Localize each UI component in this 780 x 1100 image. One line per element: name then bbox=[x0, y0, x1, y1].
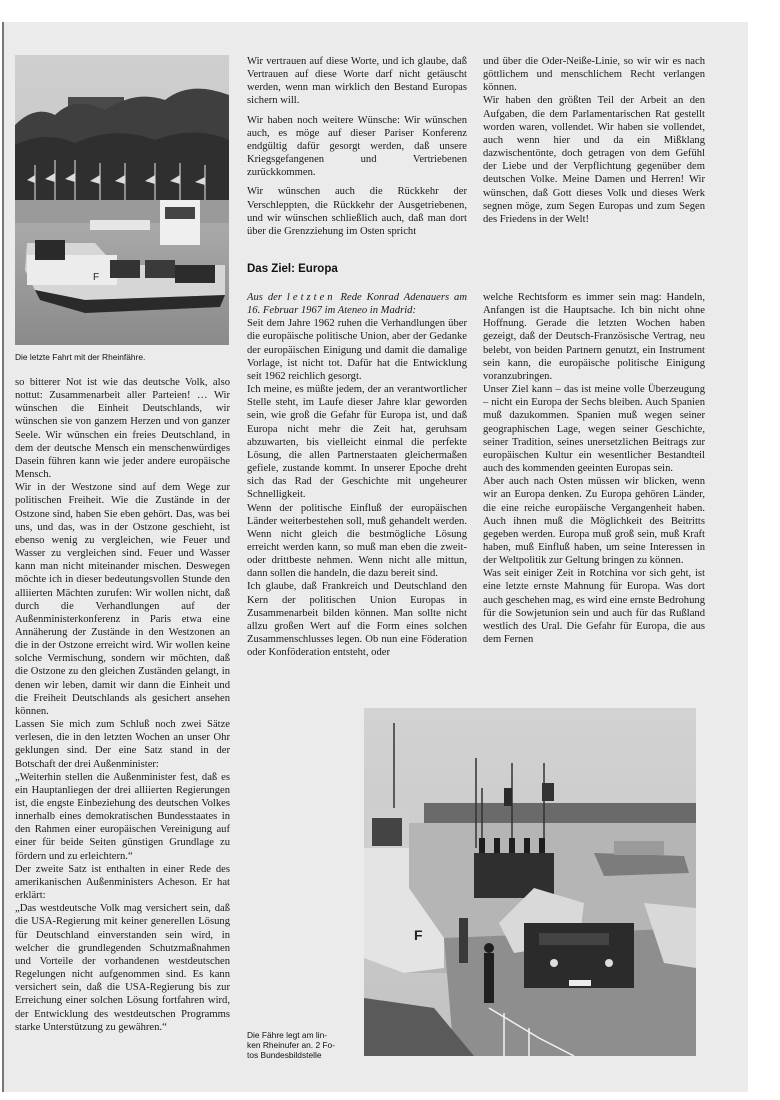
article-column-left bbox=[15, 376, 230, 1034]
paragraph: Ich meine, es müßte jedem, der an verantwortlicher Stelle steht, im Laufe dieser Jahre klar geworden sein, wie groß die Gefahr für Europa ist, und daß Europa nicht mehr die Zeit hat, geruhsam abzuwarten, bis vielleicht einmal die perfekte Lösung, die allen Partnerstaaten gleichermaßen gefiele, zustande kommt. In unserer Epoche dreht sich das Rad der Geschichte mit ungeheurer Schnelligkeit. bbox=[247, 384, 467, 501]
paragraph: Wir in der Westzone sind auf dem Wege zur politischen Freiheit. Wie die Zustände in der Ostzone sind, haben Sie eben gehört. Das, was bei uns, und das, was in der Ostzone geschieht, ist ebenso wenig zu vergleichen, wie Feuer und Wasser zu vergleichen sind. Feuer und Wasser kann man nicht miteinander mischen. Deswegen möchte ich in dieser bedeutungsvollen Stunde den alliierten Mächten zurufen: Wir wollen nicht, daß durch die Verhandlungen auf der Außenministerkonferenz in Paris etwa eine Annäherung der Zustände in den Westzonen an die in der Ostzone erreicht wird. Wir wollen keine solche Vermischung, sondern wir möchten, daß die Ostzone zu den gleichen Zuständen gelangt, in denen wir leben, damit wir dann die Einheit und die Freiheit Deutschlands als gesichert ansehen können. bbox=[15, 482, 230, 717]
photo-rhine-ferry bbox=[15, 55, 229, 345]
article-column-right-bottom bbox=[483, 291, 705, 646]
ferry-docking-illustration bbox=[364, 708, 696, 1056]
caption-line: Die Fähre legt am lin- bbox=[247, 1030, 328, 1040]
paragraph: Wir wünschen auch die Rückkehr der Verschleppten, die Rückkehr der Ausgetriebenen, und wir wünschen schließlich auch, daß man dort über die Grenzziehung im Osten spricht bbox=[247, 186, 467, 237]
section-heading: Das Ziel: Europa bbox=[247, 263, 338, 275]
photo-ferry-docking bbox=[364, 708, 696, 1056]
paragraph: welche Rechtsform es immer sein mag: Handeln, Anfangen ist die Hauptsache. Ich bin nicht ohne Hoffnung. Gerade die letzten Wochen haben gezeigt, daß der Deutsch-Französische Vertrag, neu belebt, von beiden Partnern genutzt, ein Instrument sein kann, die europäische politische Einigung voranzubringen. bbox=[483, 292, 705, 382]
article-column-right-top bbox=[483, 55, 705, 226]
paragraph: Lassen Sie mich zum Schluß noch zwei Sätze verlesen, die in den letzten Wochen an unser Ohr geklungen sind. Der eine Satz stand in der Botschaft der drei Außenminister: bbox=[15, 719, 230, 770]
paragraph: Was seit einiger Zeit in Rotchina vor sich geht, ist eine letzte ernste Mahnung für Europa. Was dort auch geschehen mag, es wird eine ernste Bedrohung für die Sowjetunion sein und auch für das Rußland westlich des Ural. Die Gefahr für Europa, die aus dem Fernen bbox=[483, 568, 705, 646]
flag bbox=[504, 788, 512, 806]
paragraph: Der zweite Satz ist enthalten in einer Rede des amerikanischen Außenministers Acheson. Er hat erklärt: bbox=[15, 863, 230, 902]
hull-letter: F bbox=[414, 927, 423, 943]
paragraph: Wenn der politische Einfluß der europäischen Länder weiterbestehen soll, muß gehandelt werden. Wenn nicht gleich die bestmögliche Lösung erreicht werden kann, so muß man eben die zweit- oder drittbeste nehmen. Wenn nicht alle mittun, dann sollen die handeln, die dazu bereit sind. bbox=[247, 502, 467, 580]
paragraph: „Weiterhin stellen die Außenminister fest, daß es ein Hauptanliegen der drei alliierten Regierungen ist, die engste Einbeziehung des deutschen Volkes innerhalb eines demokratischen Bundesstaates in den Rahmen einer europäischen Vereinigung auf einer für beide Seiten günstigen Grundlage zu fördern und zu erleichtern.“ bbox=[15, 771, 230, 862]
caption-line: ken Rheinufer an. 2 Fo- bbox=[247, 1040, 335, 1050]
paragraph: Wir haben den größten Teil der Arbeit an den Aufgaben, die dem Parlamentarischen Rat gestellt worden waren, vollendet. Wir haben sie vollendet, auch wenn hier und da ein Mißklang dazwischentönte, doch getragen von dem Gefühl der Liebe und der Verpflichtung gegenüber dem deutschen Volke. Meine Damen und Herren! Wir wünschen, daß Gott dieses Volk und dieses Werk segnen möge, zum Segen Europas und zum Segen des Friedens in der Welt! bbox=[483, 95, 705, 225]
paragraph: Ich glaube, daß Frankreich und Deutschland den Kern der politischen Union Europas in Zusammenarbeit bilden können. Man sollte nicht allzu großen Wert auf die Form eines solchen Zusammenschlusses legen. Ob nun eine Föderation oder Konföderation entsteht, oder bbox=[247, 581, 467, 659]
intro-spaced-word: letzten bbox=[286, 292, 336, 303]
hull-letter: F bbox=[93, 272, 100, 283]
page-edge-shadow bbox=[2, 22, 4, 1092]
paragraph: so bitterer Not ist wie das deutsche Volk, also nottut: Zusammenarbeit aller Parteien! … Wir wünschen die Einheit Deutschlands, wir wünschen sie von ganzem Herzen und von ganzer Seele. Wir wünschen ein freies Deutschland, in dem der deutsche Mensch ein menschenwürdiges Dasein führen kann wie jeder andere europäische Mensch. bbox=[15, 377, 230, 481]
article-column-mid-bottom bbox=[247, 291, 467, 659]
intro-text: Aus der bbox=[247, 292, 287, 303]
paragraph: Unser Ziel kann – das ist meine volle Überzeugung – nicht ein Europa der Sechs bleiben. Auch Spanien muß dazukommen. Spanien muß wegen seiner geographischen Lage, wegen seiner Geschichte, seiner Tradition, seines unersetzlichen Beitrags zur europäischen Kultur ein wesentlicher Bestandteil auch des kommenden geeinten Europas sein. bbox=[483, 384, 705, 475]
ferry-photo-illustration bbox=[15, 55, 229, 345]
paragraph: Aber auch nach Osten müssen wir blicken, wenn wir an Europa denken. Zu Europa gehören Länder, die eine reiche europäische Vergangenheit haben. Auch ihnen muß die Möglichkeit des Beitritts gegeben werden. Europa muß groß sein, muß Kraft haben, muß Einfluß haben, um seine Interessen in der Weltpolitik zur Geltung bringen zu können. bbox=[483, 476, 705, 567]
article-column-mid-top bbox=[247, 55, 467, 238]
paragraph: Wir vertrauen auf diese Worte, und ich glaube, daß Vertrauen auf diese Worte darf nicht getäuscht werden, wenn man wirklich den Bestand Europas sichern will. bbox=[247, 56, 467, 107]
intro-text: Rede Konrad Adenauers am 16. Februar 1967 im Ateneo in Madrid: bbox=[247, 292, 467, 317]
paragraph: Wir haben noch weitere Wünsche: Wir wünschen auch, es möge auf dieser Pariser Konferenz endgültig dafür gesorgt werden, daß unsere Kriegsgefangenen und Vertriebenen zurückkommen. bbox=[247, 114, 467, 179]
photo-top-caption: Die letzte Fahrt mit der Rheinfähre. bbox=[15, 352, 146, 362]
flag bbox=[542, 783, 554, 801]
paragraph: „Das westdeutsche Volk mag versichert sein, daß die USA-Regierung mit keiner generellen Lösung für Deutschland einverstanden sein wird, in welcher die grundlegenden Schutzmaßnahmen und Vorteile der vorhandenen westdeutschen Regelungen nicht aufgenommen sind. Es kann versichert sein, daß die USA-Regierung bis zur Erreichung einer solchen Lösung fortfahren wird, der Entwicklung des westdeutschen Programms starke Unterstützung zu gewähren.“ bbox=[15, 903, 230, 1033]
paragraph: Seit dem Jahre 1962 ruhen die Verhandlungen über die europäische politische Union, aber der Gedanke der europäischen Einigung und damit die damalige Vorlage, ist nicht tot. Dafür hat die Entwicklung seit 1962 reichlich gesorgt. bbox=[247, 318, 467, 382]
caption-line: tos Bundesbildstelle bbox=[247, 1050, 322, 1060]
speech-intro bbox=[247, 291, 467, 317]
paragraph: und über die Oder-Neiße-Linie, so wir wir es nach göttlichem und menschlichem Recht verlangen können. bbox=[483, 56, 705, 94]
photo-bottom-caption bbox=[247, 1030, 352, 1060]
